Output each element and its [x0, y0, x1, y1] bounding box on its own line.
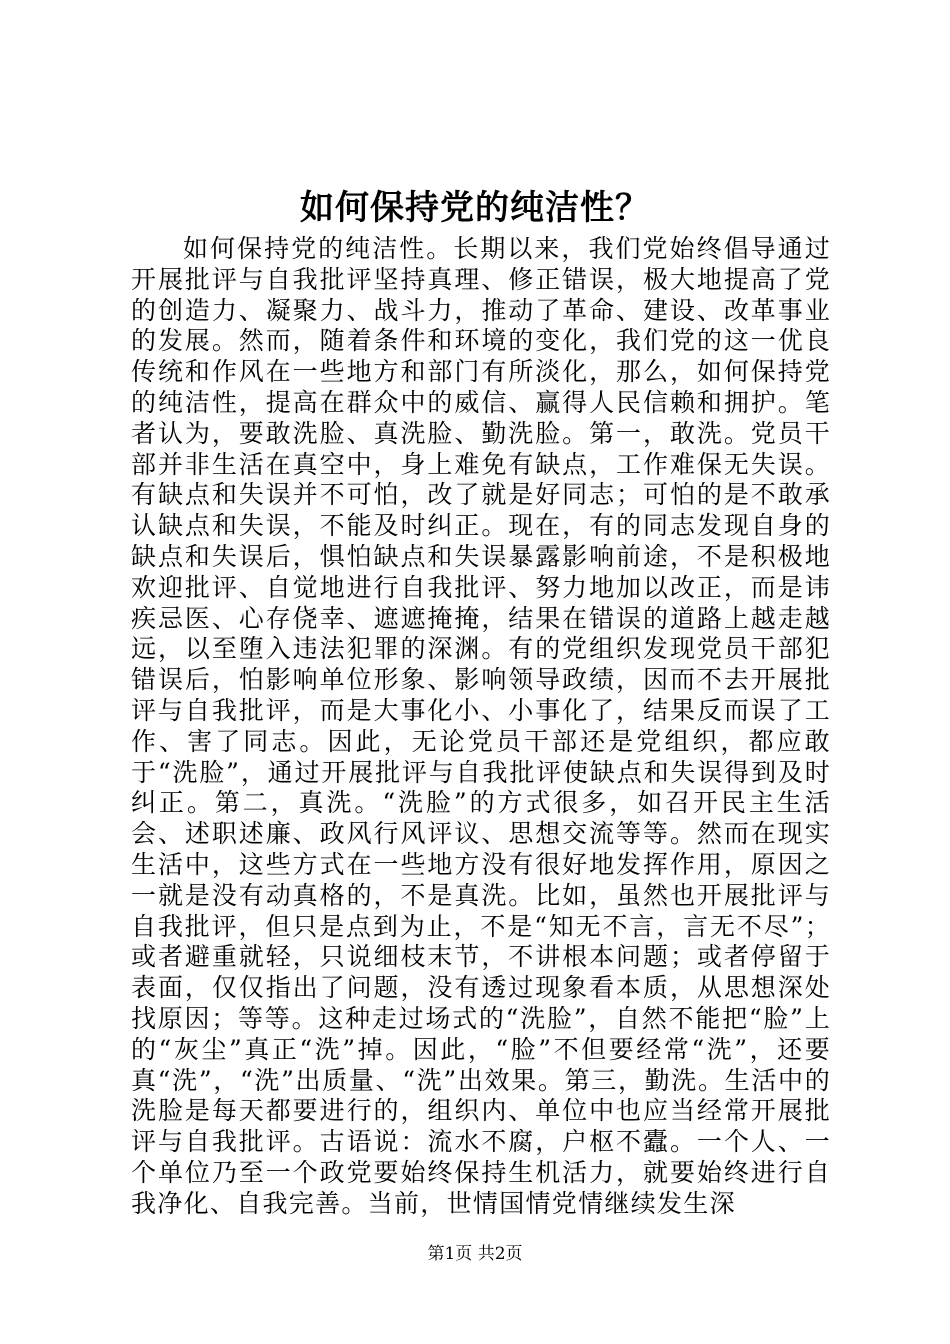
- document-title: 如何保持党的纯洁性？: [300, 188, 650, 228]
- page-footer: 第1页 共2页: [427, 1244, 523, 1264]
- body-paragraph: 如何保持党的纯洁性。长期以来，我们党始终倡导通过开展批评与自我批评坚持真理、修正错误，极大地提高了党的创造力、凝聚力、战斗力，推动了革命、建设、改革事业的发展。然而，随着条件和环境的变化，我们党的这一优良传统和作风在一些地方和部门有所淡化，那么，如何保持党的纯洁性，提高在群众中的威信、赢得人民信赖和拥护。笔者认为，要敢洗脸、真洗脸、勤洗脸。第一，敢洗。党员干部并非生活在真空中，身上难免有缺点，工作难保无失误。有缺点和失误并不可怕，改了就是好同志；可怕的是不敢承认缺点和失误，不能及时纠正。现在，有的同志发现自身的缺点和失误后，惧怕缺点和失误暴露影响前途，不是积极地欢迎批评、自觉地进行自我批评、努力地加以改正，而是讳疾忌医、心存侥幸、遮遮掩掩，结果在错误的道路上越走越远，以至堕入违法犯罪的深渊。有的党组织发现党员干部犯错误后，怕影响单位形象、影响领导政绩，因而不去开展批评与自我批评，而是大事化小、小事化了，结果反而误了工作、害了同志。因此，无论党员干部还是党组织，都应敢于“洗脸”，通过开展批评与自我批评使缺点和失误得到及时纠正。第二，真洗。“洗脸”的方式很多，如召开民主生活会、述职述廉、政风行风评议、思想交流等等。然而在现实生活中，这些方式在一些地方没有很好地发挥作用，原因之一就是没有动真格的，不是真洗。比如，虽然也开展批评与自我批评，但只是点到为止，不是“知无不言，言无不尽”；或者避重就轻，只说细枝末节，不讲根本问题；或者停留于表面，仅仅指出了问题，没有透过现象看本质，从思想深处找原因；等等。这种走过场式的“洗脸”，自然不能把“脸”上的“灰尘”真正“洗”掉。因此，“脸”不但要经常“洗”，还要真“洗”，“洗”出质量、“洗”出效果。第三，勤洗。生活中的洗脸是每天都要进行的，组织内、单位中也应当经常开展批评与自我批评。古语说：流水不腐，户枢不蠹。一个人、一个单位乃至一个政党要始终保持生机活力，就要始终进行自我净化、自我完善。当前，世情国情党情继续发生深: [131, 234, 831, 1218]
